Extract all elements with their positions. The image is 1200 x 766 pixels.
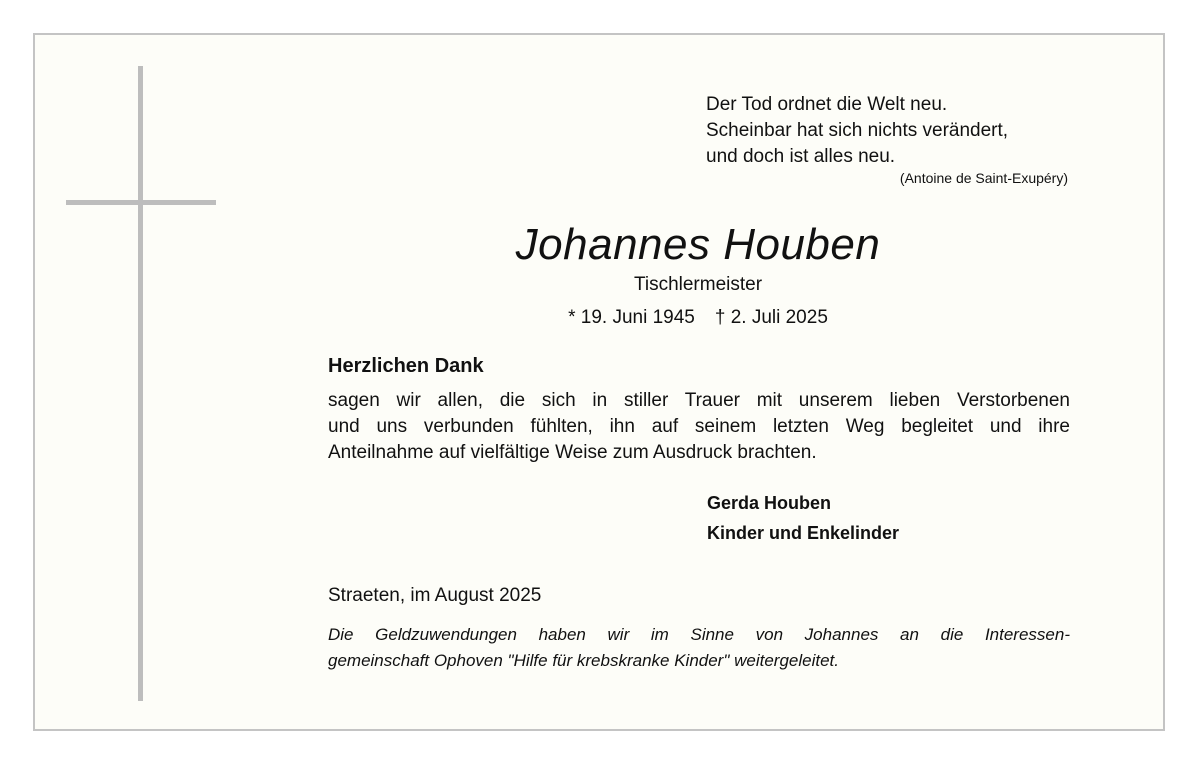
thanks-line: Anteilnahme auf vielfältige Weise zum Ausdruck brachten. <box>328 442 817 463</box>
cross-icon-vertical-beam <box>138 66 143 701</box>
thanks-text <box>328 388 1070 466</box>
quote-line: und doch ist alles neu. <box>706 146 896 167</box>
thanks-heading: Herzlichen Dank <box>328 355 484 377</box>
note-line: Die Geldzuwendungen haben wir im Sinne von Johannes an die Interessen- <box>328 625 1070 644</box>
death-date: † 2. Juli 2025 <box>714 307 828 328</box>
note-line: gemeinschaft Ophoven "Hilfe für krebskranke Kinder" weitergeleitet. <box>328 651 839 670</box>
signature-line: Gerda Houben <box>707 493 832 513</box>
place-date: Straeten, im August 2025 <box>328 585 542 606</box>
quote-line: Der Tod ordnet die Welt neu. <box>706 94 948 115</box>
quote-author: (Antoine de Saint-Exupéry) <box>899 170 1068 186</box>
thanks-line: sagen wir allen, die sich in stiller Trauer mit unserem lieben Verstorbenen <box>328 390 1070 411</box>
thanks-line: und uns verbunden fühlten, ihn auf seinem letzten Weg begleitet und ihre <box>328 416 1070 437</box>
deceased-name: Johannes Houben <box>515 220 881 269</box>
quote-line: Scheinbar hat sich nichts verändert, <box>706 120 1009 141</box>
cross-icon-horizontal-beam <box>66 200 216 205</box>
deceased-profession: Tischlermeister <box>633 274 763 295</box>
birth-date: * 19. Juni 1945 <box>568 307 695 328</box>
life-dates <box>300 305 1096 331</box>
quote-block <box>706 92 1008 170</box>
signature-line: Kinder und Enkelinder <box>707 523 900 543</box>
donation-note <box>328 622 1070 674</box>
